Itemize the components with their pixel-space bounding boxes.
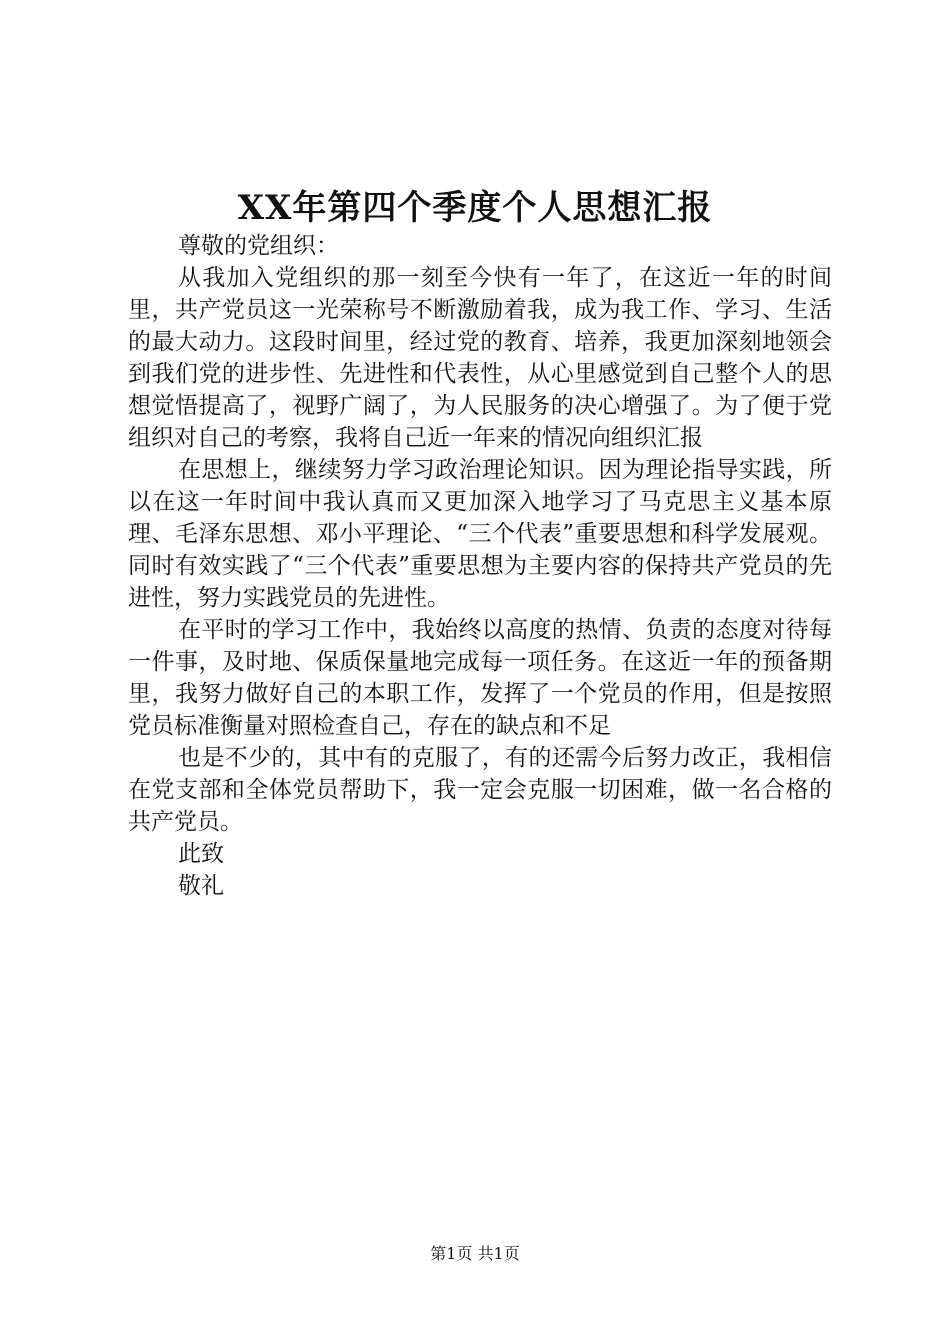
paragraph-4: 也是不少的，其中有的克服了，有的还需今后努力改正，我相信在党支部和全体党员帮助下，我一定会克服一切困难，做一名合格的共产党员。 [128, 745, 832, 835]
page-footer: 第1页 共1页 [430, 1244, 520, 1263]
paragraph-2: 在思想上，继续努力学习政治理论知识。因为理论指导实践，所以在这一年时间中我认真而又更加深入地学习了马克思主义基本原理、毛泽东思想、邓小平理论、“三个代表”重要思想和科学发展观。同时有效实践了“三个代表”重要思想为主要内容的保持共产党员的先进性，努力实践党员的先进性。 [128, 457, 832, 611]
paragraph-3: 在平时的学习工作中，我始终以高度的热情、负责的态度对待每一件事，及时地、保质保量地完成每一项任务。在这近一年的预备期里，我努力做好自己的本职工作，发挥了一个党员的作用，但是按照党员标准衡量对照检查自己，存在的缺点和不足 [128, 617, 832, 739]
document-title: XX年第四个季度个人思想汇报 [237, 188, 713, 228]
closing-line-2: 敬礼 [178, 873, 224, 899]
paragraph-1: 从我加入党组织的那一刻至今快有一年了，在这近一年的时间里，共产党员这一光荣称号不断激励着我，成为我工作、学习、生活的最大动力。这段时间里，经过党的教育、培养，我更加深刻地领会到我们党的进步性、先进性和代表性，从心里感觉到自己整个人的思想觉悟提高了，视野广阔了，为人民服务的决心增强了。为了便于党组织对自己的考察，我将自己近一年来的情况向组织汇报 [128, 265, 832, 451]
closing-line-1: 此致 [178, 841, 224, 867]
document-body [128, 230, 832, 902]
salutation: 尊敬的党组织： [178, 233, 339, 259]
